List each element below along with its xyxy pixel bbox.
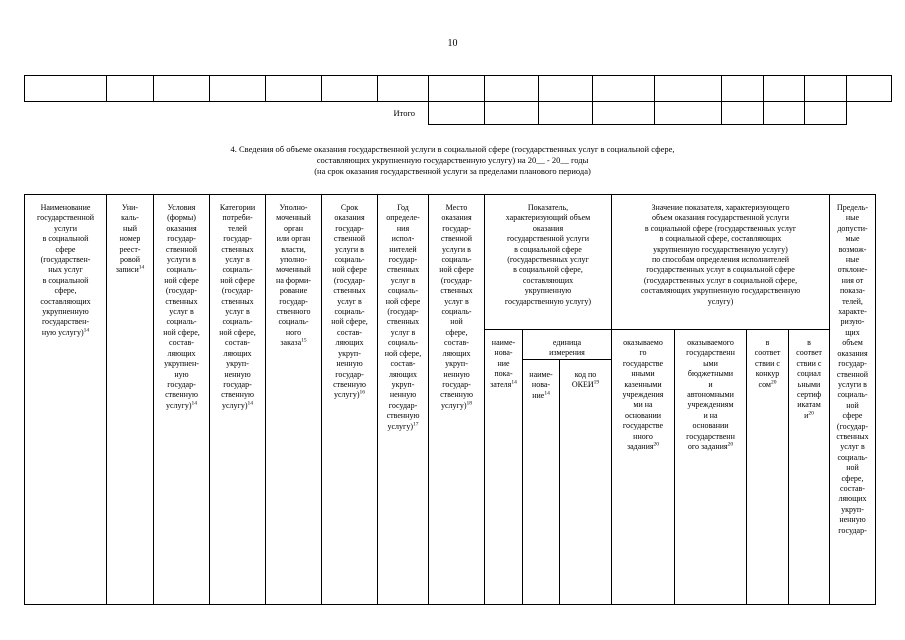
table-cell xyxy=(593,76,655,102)
section-subtitle: (на срок оказания государственной услуги за пределами планового периода) xyxy=(314,166,591,176)
header-state-task-treasury: оказываемо го государстве нными казенными учреждения ми на основании государстве нного задания$^{20}$ xyxy=(612,330,675,605)
header-determination-year: Год определе- ния испол- нителей государ- ственных услуг в социаль- ной сфере (государ- ственных услуг в социаль- ной сфере, состав- ляющих укруп- ненную государ- ственную услугу)$^{17}$ xyxy=(378,195,429,605)
table-cell xyxy=(764,102,805,125)
table-cell xyxy=(429,102,485,125)
page-number: 10 xyxy=(447,38,458,49)
table-cell xyxy=(25,76,107,102)
header-conditions: Условия (формы) оказания государ- ственной услуги в социаль- ной сфере (государ- ственных услуг в социаль- ной сфере, состав- ляющих укрупнен- ную государ- ственную услугу)$^{14}$ xyxy=(154,195,210,605)
table-cell xyxy=(655,102,722,125)
table-cell xyxy=(322,76,378,102)
section-title xyxy=(0,144,905,177)
table-cell xyxy=(805,76,847,102)
table-cell xyxy=(429,76,485,102)
empty-cell xyxy=(847,102,892,125)
header-service-term: Срок оказания государ- ственной услуги в социаль- ной сфере (государ- ственных услуг в социаль- ной сфере, состав- ляющих укруп- ненную государ- ственную услугу)$^{16}$ xyxy=(322,195,378,605)
header-allowed-deviations: Предель- ные допусти- мые возмож- ные отклоне- ния от показа- телей, характе- ризую- щих объем оказания государ- ственной услуги в социаль- ной сфере (государ- ственных услуг в социаль- ной сфере, состав- ляющих укруп- ненную государ- xyxy=(830,195,876,605)
table-cell xyxy=(107,76,154,102)
header-okei-code: код по ОКЕИ$^{19}$ xyxy=(560,359,612,604)
volume-indicators-table xyxy=(24,194,876,605)
header-authorized-body: Уполно- моченный орган или орган власти, уполно- моченный на форми- рование государ- ственного социаль- ного заказа$^{15}$ xyxy=(266,195,322,605)
table-cell xyxy=(847,76,892,102)
table-cell xyxy=(154,76,210,102)
total-row xyxy=(25,102,892,125)
table-cell xyxy=(210,76,266,102)
table-cell xyxy=(485,102,539,125)
header-by-competition: в соответ ствии с конкур сом$^{20}$ xyxy=(747,330,789,605)
table-cell xyxy=(722,102,764,125)
header-row xyxy=(25,195,876,330)
header-indicator-name: наиме- нова- ние пока- зателя$^{14}$ xyxy=(485,330,523,605)
header-by-certificates: в соответ ствии с социал ьными сертиф икатам $и^{20}$ xyxy=(789,330,830,605)
table-cell xyxy=(378,76,429,102)
table-cell xyxy=(593,102,655,125)
table-cell xyxy=(764,76,805,102)
table-cell xyxy=(805,102,847,125)
section-title-line: составляющих укрупненную государственную услугу) на 20__ - 20__ годы xyxy=(316,155,589,165)
table-cell xyxy=(539,102,593,125)
table-row xyxy=(25,76,892,102)
header-state-task-budget-autonomous: оказываемого государственн ыми бюджетными и автономными учреждениям и на основании государственн ого задания$^{20}$ xyxy=(675,330,747,605)
header-unit-name: наиме- нова- ние$^{14}$ xyxy=(523,359,560,604)
table-cell xyxy=(266,76,322,102)
total-label: Итого xyxy=(393,108,415,119)
table-cell xyxy=(655,76,722,102)
table-cell xyxy=(722,76,764,102)
section-title-line: 4. Сведения об объеме оказания государственной услуги в социальной сфере (государственных услуг в социальной сфере, xyxy=(230,144,675,154)
header-consumer-categories: Категории потреби- телей государ- ственных услуг в социаль- ной сфере (государ- ственных услуг в социаль- ной сфере, состав- ляющих укруп- ненную государ- ственную услугу)$^{14}$ xyxy=(210,195,266,605)
header-volume-indicator: Показатель, характеризующий объем оказания государственной услуги в социальной сфере (государственных услуг в социальной сфере, составляющих укрупненную государственную услугу) xyxy=(485,195,612,330)
header-unique-number: Уни- каль- ный номер реест- ровой записи$^{14}$ xyxy=(107,195,154,605)
header-service-place: Место оказания государ- ственной услуги в социаль- ной сфере (государ- ственных услуг в социаль- ной сфере, состав- ляющих укруп- ненную государ- ственную услугу)$^{18}$ xyxy=(429,195,485,605)
header-service-name: Наименование государственной услуги в социальной сфере (государствен- ных услуг в социальной сфере, составляющих укрупненную государствен- ную услугу)$^{14}$ xyxy=(25,195,107,605)
header-indicator-value: Значение показателя, характеризующего объем оказания государственной услуги в социальной сфере (государственных услуг в социальной сфере, составляющих укрупненную государственную услугу) по способам определения исполнителей государственных услуг в социальной сфере (государственных услуг в социальной сфере, составляющих укрупненную государственную услугу) xyxy=(612,195,830,330)
header-measure-unit: единица измерения xyxy=(523,330,612,360)
table-cell xyxy=(539,76,593,102)
previous-section-table-tail xyxy=(24,75,892,125)
table-cell xyxy=(485,76,539,102)
